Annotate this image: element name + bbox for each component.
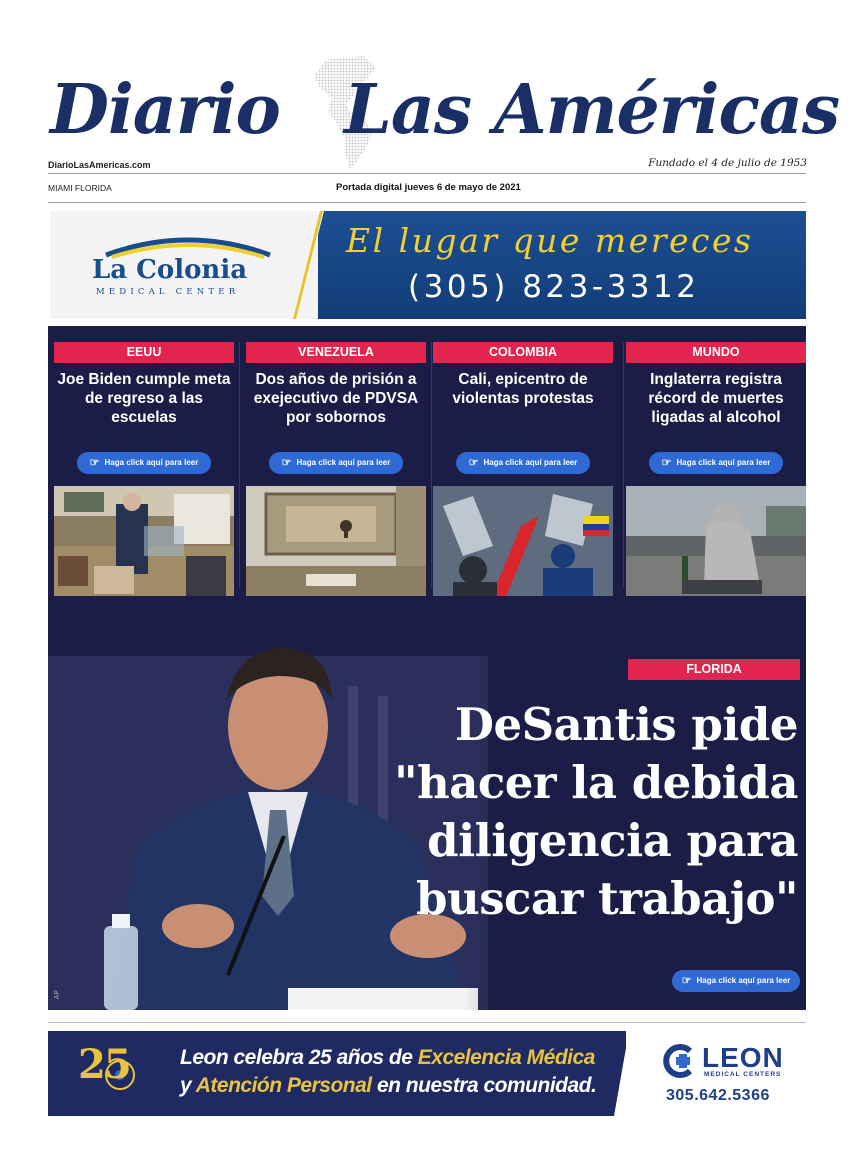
pointing-hand-icon: ☞ [681, 975, 692, 987]
ad-line1-b: Excelencia Médica [417, 1046, 595, 1069]
feature-headline[interactable]: DeSantis pide "hacer la debida diligencia para buscar trabajo" [394, 698, 798, 925]
pointing-hand-icon: ☞ [661, 457, 672, 469]
ad-phone: (305) 823-3312 [408, 269, 700, 305]
story-card-eeuu[interactable] [54, 342, 234, 588]
read-more-button[interactable] [77, 452, 211, 474]
la-colonia-ad-banner[interactable] [50, 211, 806, 319]
section-tag-florida[interactable]: FLORIDA [628, 659, 800, 680]
leon-phone: 305.642.5366 [666, 1087, 770, 1104]
ad-line2-b: Atención Personal [195, 1074, 372, 1097]
divider [48, 202, 806, 203]
read-more-button[interactable] [649, 452, 783, 474]
site-url-link[interactable]: DiarioLasAmericas.com [48, 160, 151, 170]
read-more-button[interactable] [269, 452, 403, 474]
founded-date: Fundado el 4 de julio de 1953 [648, 157, 807, 169]
read-more-label: Haga click aquí para leer [104, 458, 199, 467]
pointing-hand-icon: ☞ [89, 457, 100, 469]
pointing-hand-icon: ☞ [281, 457, 292, 469]
pointing-hand-icon: ☞ [468, 457, 479, 469]
ad-line2-c: en nuestra comunidad. [371, 1074, 597, 1097]
read-more-label: Haga click aquí para leer [296, 458, 391, 467]
read-more-button[interactable] [456, 452, 590, 474]
story-card-mundo[interactable] [626, 342, 806, 588]
read-more-label: Haga click aquí para leer [696, 976, 791, 985]
photo-credit: AP [54, 990, 61, 1000]
logo-title-right: Las Américas [344, 70, 840, 150]
section-tag[interactable]: MUNDO [626, 342, 806, 363]
leon-brand: LEON [702, 1042, 784, 1073]
column-divider [431, 342, 432, 588]
leon-brand-subtitle: MEDICAL CENTERS [704, 1071, 782, 1078]
ad-message [180, 1044, 596, 1100]
leon-medical-ad-banner[interactable] [48, 1031, 806, 1116]
news-section [48, 326, 806, 1010]
story-card-venezuela[interactable] [246, 342, 426, 588]
story-headline[interactable]: Inglaterra registra récord de muertes ligadas al alcohol [648, 371, 784, 426]
section-tag[interactable]: COLOMBIA [433, 342, 613, 363]
feature-read-more-button[interactable] [672, 970, 800, 992]
protest-photo[interactable] [433, 486, 613, 604]
column-divider [623, 342, 624, 588]
classroom-photo[interactable] [54, 486, 234, 604]
divider [48, 1022, 806, 1023]
ad-slogan: El lugar que mereces [346, 221, 754, 260]
read-more-label: Haga click aquí para leer [483, 458, 578, 467]
story-headline[interactable]: Cali, epicentro de violentas protestas [452, 371, 594, 407]
leon-cross-logo-icon [660, 1043, 696, 1079]
section-tag[interactable]: EEUU [54, 342, 234, 363]
ad-brand-name: La Colonia [92, 255, 248, 285]
city-label: MIAMI FLORIDA [48, 183, 112, 193]
masthead [48, 44, 840, 164]
divider [48, 173, 806, 174]
prison-cell-photo[interactable] [246, 486, 426, 604]
ad-line1-a: Leon celebra 25 años de [180, 1046, 418, 1069]
logo-title-left: Diario [50, 70, 280, 150]
section-tag[interactable]: VENEZUELA [246, 342, 426, 363]
anniversary-number: 25 [78, 1041, 130, 1088]
ad-brand-subtitle: MEDICAL CENTER [96, 287, 240, 297]
story-headline[interactable]: Dos años de prisión a exejecutivo de PDVSA por sobornos [253, 371, 419, 426]
read-more-label: Haga click aquí para leer [676, 458, 771, 467]
man-sitting-street-photo[interactable] [626, 486, 806, 604]
ad-line2-a: y [180, 1074, 196, 1097]
edition-date: Portada digital jueves 6 de mayo de 2021 [336, 182, 521, 193]
column-divider [239, 342, 240, 588]
story-headline[interactable]: Joe Biden cumple meta de regreso a las escuelas [57, 371, 231, 426]
story-card-colombia[interactable] [433, 342, 613, 588]
